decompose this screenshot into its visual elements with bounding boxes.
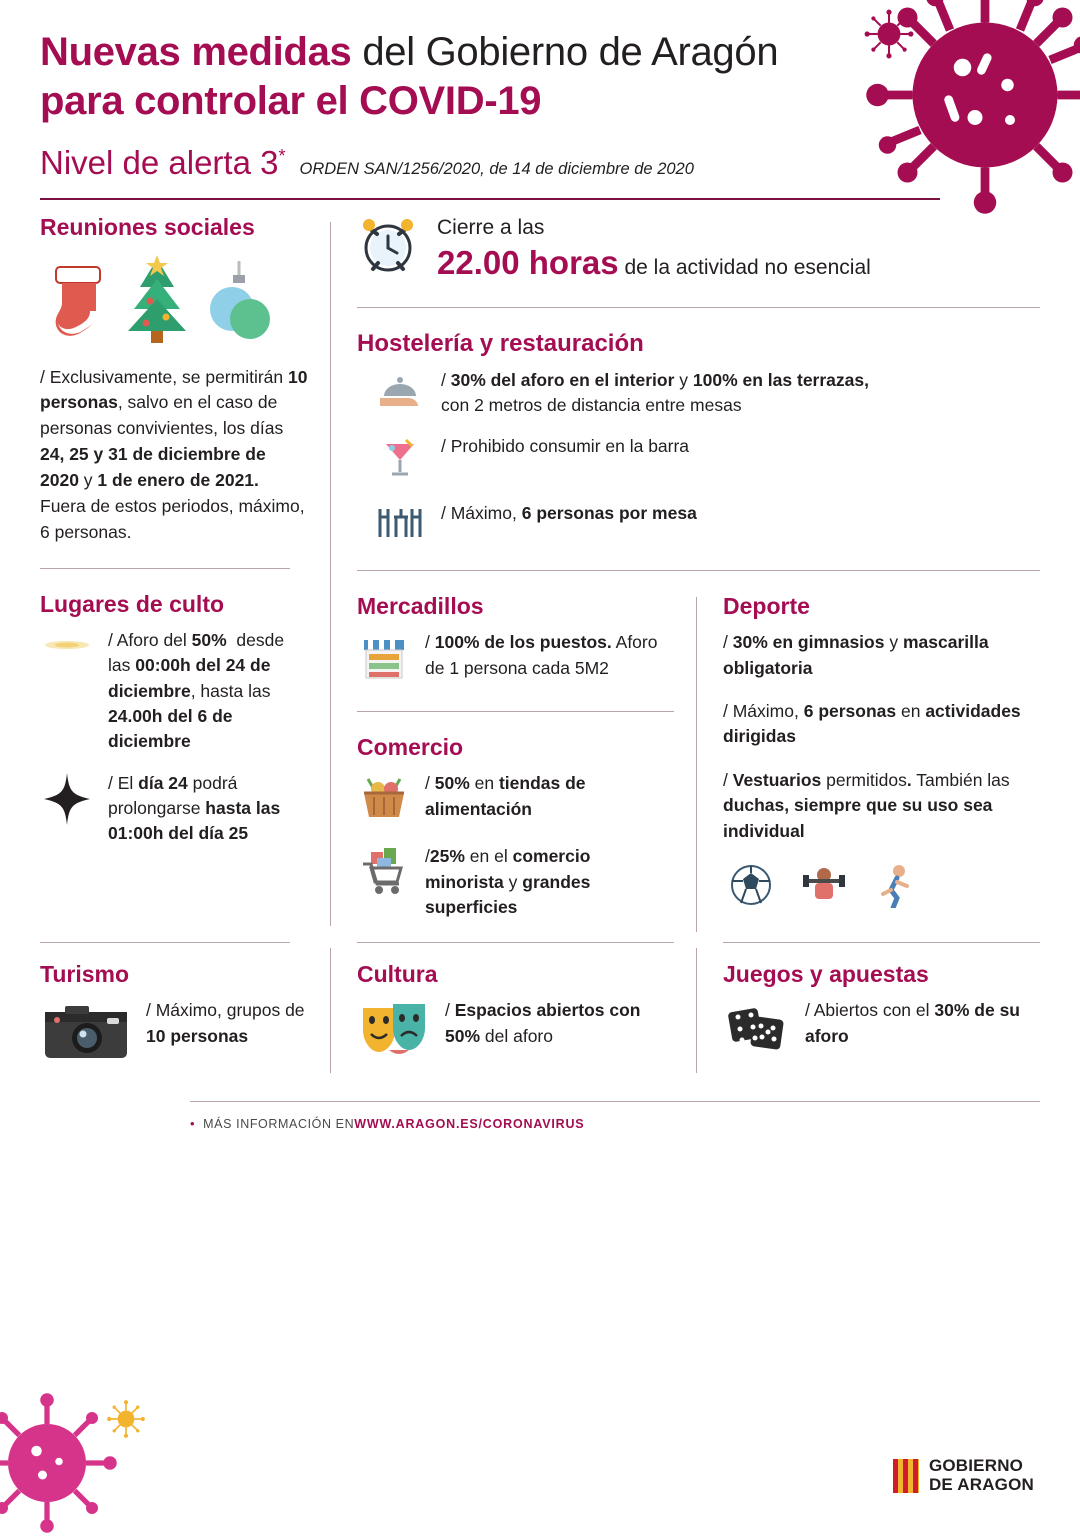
footer-url[interactable]: WWW.ARAGON.ES/CORONAVIRUS [354, 1116, 585, 1131]
footer [0, 1116, 1080, 1131]
cocktail-icon [373, 434, 427, 485]
subtitle-row [40, 144, 1040, 182]
sport-icons [723, 862, 1040, 908]
divider-markets [357, 711, 674, 712]
hospitality-item-1 [373, 368, 1040, 419]
hospitality-item-3 [373, 501, 1040, 548]
betting-item-text: / Abiertos con el 30% de su aforo [805, 1000, 1020, 1046]
title-part-2: del Gobierno de Aragón [351, 30, 779, 74]
sub-column-center [357, 593, 696, 936]
markets-item-text: / 100% de los puestos. Aforo de 1 persona cada 5M2 [425, 632, 658, 678]
weightlifting-icon [801, 863, 847, 907]
tourism-column [40, 942, 330, 1083]
right-column [331, 214, 1040, 937]
title-part-1: Nuevas medidas [40, 30, 352, 74]
hospitality-item-2 [373, 434, 1040, 485]
markets-item [357, 630, 674, 689]
government-logo [893, 1457, 1034, 1494]
hospitality-item-2-text: / Prohibido consumir en la barra [441, 436, 690, 457]
section-title-sport: Deporte [723, 593, 810, 620]
social-text: / Exclusivamente, se permitirán 10 personas, salvo en el caso de personas convivientes, los días 24, 25 y 31 de diciembre de 2020 y 1 de enero de 2021. Fuera de estos periodos, máximo, 6 personas. [40, 366, 308, 542]
logo-line-2: DE ARAGON [928, 1474, 1034, 1494]
footer-divider [190, 1101, 1040, 1102]
logo-line-1: GOBIERNO [928, 1456, 1024, 1476]
hospitality-item-1-text: / 30% del aforo en el interior y 100% en las terrazas, con 2 metros de distancia entre mesas [441, 369, 869, 415]
section-title-tourism: Turismo [40, 961, 130, 988]
sub-columns [357, 593, 1040, 936]
christmas-tree-icon [122, 255, 192, 347]
camera-icon [40, 998, 132, 1067]
divider-right-1 [357, 307, 1040, 308]
header [0, 0, 1080, 182]
section-title-culture: Cultura [357, 961, 438, 988]
coronavirus-bottom-small-icon [105, 1398, 147, 1440]
bottom-row [0, 942, 1080, 1083]
theatre-masks-icon [357, 998, 431, 1063]
hospitality-item-3-text: / Máximo, 6 personas por mesa [441, 503, 697, 524]
government-logo-text [929, 1457, 1034, 1494]
order-reference: ORDEN SAN/1256/2020, de 14 de diciembre de 2020 [299, 159, 694, 178]
football-icon [729, 863, 773, 907]
sport-bullet-3: / Vestuarios permitidos. También las duchas, siempre que su uso sea individual [723, 769, 1010, 841]
tourism-item-text: / Máximo, grupos de 10 personas [146, 1000, 305, 1046]
section-title-commerce: Comercio [357, 734, 464, 761]
culture-item-text: / Espacios abiertos con 50% del aforo [445, 1000, 641, 1046]
worship-item-2 [40, 771, 308, 847]
closing-hour: 22.00 horas [437, 243, 619, 281]
worship-item-1-text: / Aforo del 50% desde las 00:00h del 24 de diciembre, hasta las 24.00h del 6 de diciembre [108, 629, 285, 752]
commerce-item-1-text: / 50% en tiendas de alimentación [425, 773, 586, 819]
closing-line-1: Cierre a las [437, 216, 545, 240]
light-rays-icon [40, 628, 94, 665]
footer-more-info: MÁS INFORMACIÓN EN [203, 1116, 355, 1131]
betting-column [697, 942, 1040, 1083]
header-divider [40, 198, 940, 200]
title-part-3: para controlar el COVID-19 [40, 78, 542, 123]
hospitality-items [357, 368, 1040, 549]
commerce-item-1 [357, 771, 674, 828]
divider-left-1 [40, 568, 290, 569]
shopping-cart-icon [357, 844, 411, 903]
star-icon [40, 771, 94, 830]
table-chairs-icon [373, 501, 427, 548]
betting-item [723, 998, 1040, 1063]
main-content [0, 214, 1080, 937]
market-stall-icon [357, 630, 411, 689]
section-title-betting: Juegos y apuestas [723, 961, 929, 988]
sport-bullet-1: / 30% en gimnasios y mascarilla obligatoria [723, 632, 989, 678]
divider-tourism [40, 942, 290, 943]
christmas-icons [46, 255, 308, 347]
tourism-item [40, 998, 308, 1067]
christmas-stocking-icon [46, 261, 108, 347]
divider-culture [357, 942, 674, 943]
commerce-item-2-text: /25% en el comercio minorista y grandes superficies [425, 846, 591, 918]
worship-item-1 [40, 628, 308, 755]
worship-item-2-text: / El día 24 podrá prolongarse hasta las 01:00h del día 25 [108, 772, 281, 844]
aragon-flag-icon [893, 1459, 919, 1493]
food-basket-icon [357, 771, 411, 828]
serving-dish-icon [373, 368, 427, 415]
sport-bullet-2: / Máximo, 6 personas en actividades dirigidas [723, 701, 1021, 747]
sub-column-right [697, 593, 1040, 936]
christmas-bauble-icon [206, 257, 272, 347]
left-column [40, 214, 330, 937]
section-title-worship: Lugares de culto [40, 590, 225, 617]
section-title-hospitality: Hostelería y restauración [357, 329, 644, 357]
culture-column [331, 942, 696, 1083]
closing-text [437, 215, 871, 283]
coronavirus-bottom-icon [0, 1388, 122, 1538]
alert-level-asterisk: * [278, 145, 286, 166]
divider-betting [723, 942, 1040, 943]
page-title [40, 28, 860, 126]
culture-item [357, 998, 674, 1063]
bullet-dot-icon: • [190, 1116, 196, 1132]
divider-right-2 [357, 570, 1040, 571]
running-icon [875, 862, 917, 908]
alert-level-text: Nivel de alerta 3 [40, 143, 279, 181]
alert-level [40, 144, 285, 182]
dice-icon [723, 998, 791, 1063]
closing-hours-block [357, 214, 1040, 285]
closing-after: de la actividad no esencial [618, 255, 871, 279]
section-title-markets: Mercadillos [357, 593, 484, 620]
commerce-item-2 [357, 844, 674, 920]
section-title-social: Reuniones sociales [40, 213, 255, 240]
alarm-clock-icon [357, 214, 419, 285]
